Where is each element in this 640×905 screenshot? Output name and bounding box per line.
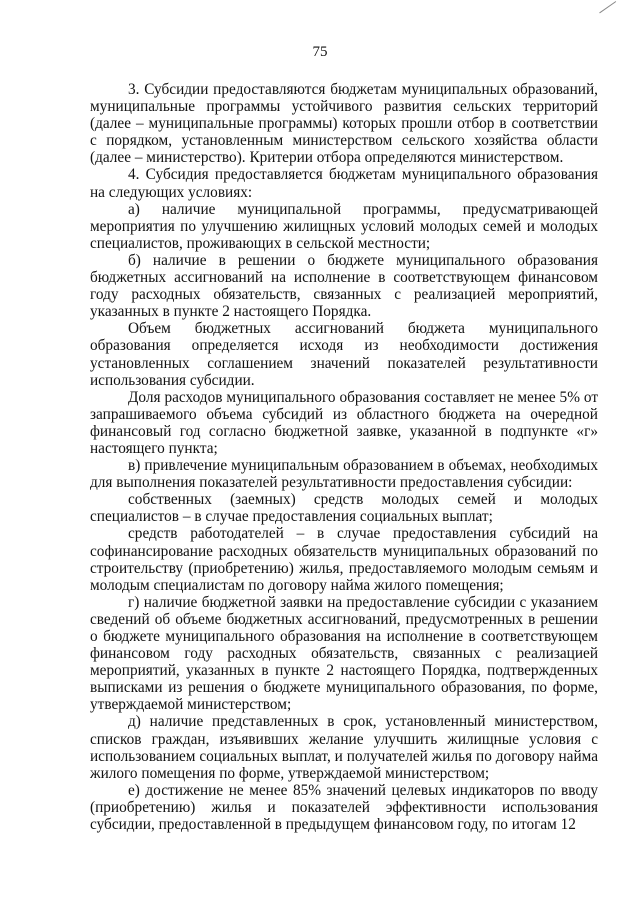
condition-g: г) наличие бюджетной заявки на предоставление субсидии с указанием сведений об объеме бюджетных ассигнований, предусмотренных в решении о бюджете муниципального образования на исполнение в соответствующем финансовом году расходных обязательств, связанных с реализацией мероприятий, указанных в пункте 2 настоящего Порядка, подтвержденных выписками из решения о бюджете муниципального образования, по форме, утверждаемой министерством; [90, 593, 598, 714]
paragraph-item-4: 4. Субсидия предоставляется бюджетам муниципального образования на следующих условиях: [90, 166, 598, 201]
condition-d: д) наличие представленных в срок, установленный министерством, списков граждан, изъявивших желание улучшить жилищные условия с использованием социальных выплат, и получателей жилья по договору найма жилого помещения по форме, утверждаемой министерством; [90, 713, 598, 782]
employer-funds-paragraph: средств работодателей – в случае предоставления субсидий на софинансирование расходных обязательств муниципальных образований по строительству (приобретению) жилья, предоставляемого молодым семьям и молодым специалистам по договору найма жилого помещения; [90, 525, 598, 594]
condition-e: е) достижение не менее 85% значений целевых индикаторов по вводу (приобретению) жилья и показателей эффективности использования субсидии, предоставленной в предыдущем финансовом году, по итогам 12 [90, 781, 598, 834]
corner-pen-mark [599, 1, 621, 20]
paragraph-item-3: 3. Субсидии предоставляются бюджетам муниципальных образований, муниципальные программы устойчивого развития сельских территорий (далее – муниципальные программы) которых прошли отбор в соответствии с порядком, установленным министерством сельского хозяйства области (далее – министерство). Критерии отбора определяются министерством. [90, 81, 598, 167]
condition-a: а) наличие муниципальной программы, предусматривающей мероприятия по улучшению жилищных условий молодых семей и молодых специалистов, проживающих в сельской местности; [90, 200, 598, 252]
condition-b: б) наличие в решении о бюджете муниципального образования бюджетных ассигнований на исполнение в соответствующем финансовом году расходных обязательств, связанных с реализацией мероприятий, указанных в пункте 2 настоящего Порядка. [90, 251, 598, 321]
expense-share-paragraph: Доля расходов муниципального образования составляет не менее 5% от запрашиваемого объема субсидий из областного бюджета на очередной финансовый год согласно бюджетной заявке, указанной в подпункте «г» настоящего пункта; [90, 388, 598, 457]
condition-v: в) привлечение муниципальным образованием в объемах, необходимых для выполнения показателей результативности предоставления субсидии: [90, 457, 598, 492]
document-body [90, 81, 598, 833]
page-number: 75 [312, 44, 328, 60]
budget-volume-paragraph: Объем бюджетных ассигнований бюджета муниципального образования определяется исходя из необходимости достижения установленных соглашением значений показателей результативности использования субсидии. [90, 320, 598, 389]
own-funds-paragraph: собственных (заемных) средств молодых семей и молодых специалистов – в случае предоставления социальных выплат; [90, 491, 598, 526]
